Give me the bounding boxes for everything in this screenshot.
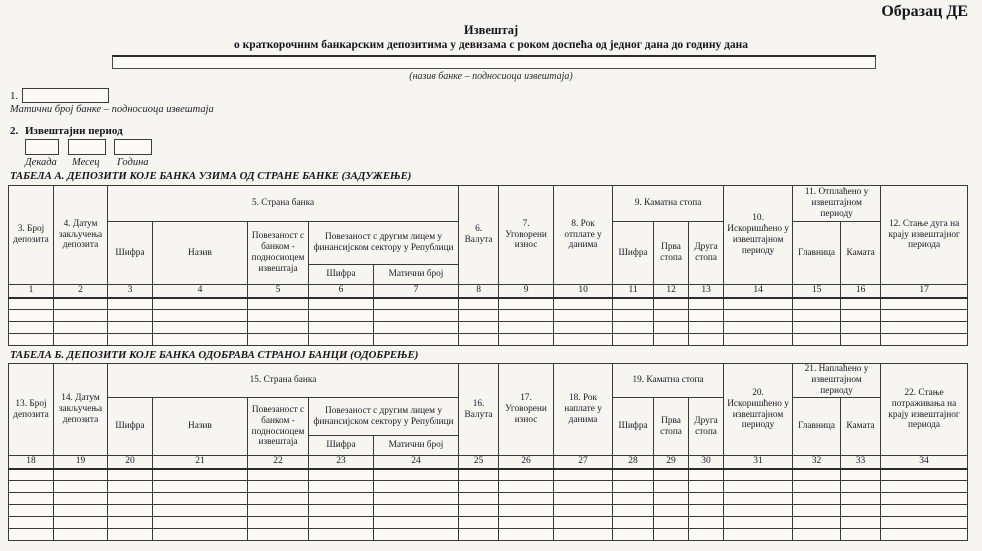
header-cell: 16. Валута bbox=[459, 364, 499, 456]
data-cell[interactable] bbox=[374, 505, 459, 517]
data-cell[interactable] bbox=[54, 334, 108, 346]
data-cell[interactable] bbox=[459, 298, 499, 310]
data-cell[interactable] bbox=[108, 469, 153, 481]
column-number-cell: 33 bbox=[841, 456, 881, 469]
header-cell: 15. Страна банка bbox=[108, 364, 459, 398]
column-number-cell: 20 bbox=[108, 456, 153, 469]
data-cell[interactable] bbox=[724, 298, 793, 310]
data-cell[interactable] bbox=[9, 334, 54, 346]
header-cell: Повезаност с другим лицем у финансијском сектору у Републици bbox=[309, 398, 459, 436]
data-cell[interactable] bbox=[153, 310, 248, 322]
data-cell[interactable] bbox=[793, 529, 841, 541]
header-cell: Друга стопа bbox=[689, 222, 724, 285]
header-cell: 20. Искоришћено у извештајном периоду bbox=[724, 364, 793, 456]
data-cell[interactable] bbox=[554, 493, 613, 505]
data-cell[interactable] bbox=[248, 517, 309, 529]
data-cell[interactable] bbox=[54, 481, 108, 493]
data-cell[interactable] bbox=[881, 322, 968, 334]
data-cell[interactable] bbox=[248, 529, 309, 541]
report-subtitle: о краткорочним банкарским депозитима у девизама с роком доспећа од једног дана до годину дана bbox=[233, 39, 749, 51]
data-cell[interactable] bbox=[248, 505, 309, 517]
bank-name-caption: (назив банке – подносиоца извештаја) bbox=[409, 71, 573, 82]
header-cell: 21. Наплаћено у извештајном периоду bbox=[793, 364, 881, 398]
decade-input[interactable] bbox=[25, 139, 59, 155]
column-number-cell: 9 bbox=[499, 285, 554, 298]
header-cell: 5. Страна банка bbox=[108, 186, 459, 222]
data-cell[interactable] bbox=[54, 469, 108, 481]
data-cell[interactable] bbox=[499, 310, 554, 322]
data-cell[interactable] bbox=[554, 298, 613, 310]
data-cell[interactable] bbox=[689, 310, 724, 322]
data-cell[interactable] bbox=[499, 517, 554, 529]
data-cell[interactable] bbox=[499, 505, 554, 517]
data-cell[interactable] bbox=[613, 322, 654, 334]
data-cell[interactable] bbox=[153, 298, 248, 310]
data-cell[interactable] bbox=[654, 322, 689, 334]
data-cell[interactable] bbox=[793, 334, 841, 346]
form-code: Образац ДЕ bbox=[881, 3, 968, 20]
data-cell[interactable] bbox=[613, 505, 654, 517]
data-cell[interactable] bbox=[793, 481, 841, 493]
column-number-cell: 32 bbox=[793, 456, 841, 469]
data-cell[interactable] bbox=[153, 322, 248, 334]
data-cell[interactable] bbox=[841, 529, 881, 541]
data-cell[interactable] bbox=[108, 298, 153, 310]
header-cell: 17. Уговорени износ bbox=[499, 364, 554, 456]
data-cell[interactable] bbox=[881, 505, 968, 517]
column-number-cell: 24 bbox=[374, 456, 459, 469]
data-cell[interactable] bbox=[724, 493, 793, 505]
column-number-cell: 16 bbox=[841, 285, 881, 298]
table-b-body bbox=[9, 469, 968, 541]
header-cell: Матични број bbox=[374, 436, 459, 456]
header-cell: 11. Отплаћено у извештајном периоду bbox=[793, 186, 881, 222]
data-cell[interactable] bbox=[654, 481, 689, 493]
header-cell: Прва стопа bbox=[654, 398, 689, 456]
data-cell[interactable] bbox=[459, 481, 499, 493]
header-cell: 8. Рок отплате у данима bbox=[554, 186, 613, 285]
column-number-cell: 31 bbox=[724, 456, 793, 469]
data-cell[interactable] bbox=[54, 298, 108, 310]
data-cell[interactable] bbox=[153, 334, 248, 346]
header-cell: Повезаност с банком - подносиоцем извештаја bbox=[248, 398, 309, 456]
header-cell: 9. Каматна стопа bbox=[613, 186, 724, 222]
data-cell[interactable] bbox=[793, 322, 841, 334]
data-cell[interactable] bbox=[841, 298, 881, 310]
header-cell: Матични број bbox=[374, 265, 459, 285]
data-cell[interactable] bbox=[724, 529, 793, 541]
column-number-cell: 22 bbox=[248, 456, 309, 469]
data-cell[interactable] bbox=[499, 493, 554, 505]
data-cell[interactable] bbox=[554, 322, 613, 334]
data-cell[interactable] bbox=[793, 469, 841, 481]
data-cell[interactable] bbox=[724, 517, 793, 529]
data-cell[interactable] bbox=[153, 481, 248, 493]
table-a bbox=[8, 185, 968, 346]
data-cell[interactable] bbox=[554, 334, 613, 346]
data-cell[interactable] bbox=[459, 310, 499, 322]
header-cell: Шифра bbox=[613, 222, 654, 285]
table-row bbox=[9, 469, 968, 481]
year-label: Година bbox=[117, 157, 149, 168]
data-cell[interactable] bbox=[309, 469, 374, 481]
data-cell[interactable] bbox=[248, 493, 309, 505]
column-number-cell: 30 bbox=[689, 456, 724, 469]
data-cell[interactable] bbox=[9, 298, 54, 310]
column-number-cell: 19 bbox=[54, 456, 108, 469]
bank-name-input[interactable] bbox=[112, 55, 876, 69]
data-cell[interactable] bbox=[309, 529, 374, 541]
column-number-cell: 10 bbox=[554, 285, 613, 298]
header-cell: 18. Рок наплате у данима bbox=[554, 364, 613, 456]
data-cell[interactable] bbox=[309, 517, 374, 529]
data-cell[interactable] bbox=[309, 322, 374, 334]
data-cell[interactable] bbox=[309, 481, 374, 493]
data-cell[interactable] bbox=[9, 469, 54, 481]
data-cell[interactable] bbox=[841, 334, 881, 346]
data-cell[interactable] bbox=[309, 505, 374, 517]
data-cell[interactable] bbox=[724, 322, 793, 334]
data-cell[interactable] bbox=[841, 493, 881, 505]
data-cell[interactable] bbox=[374, 529, 459, 541]
data-cell[interactable] bbox=[689, 298, 724, 310]
column-number-cell: 26 bbox=[499, 456, 554, 469]
data-cell[interactable] bbox=[108, 493, 153, 505]
data-cell[interactable] bbox=[654, 469, 689, 481]
header-cell: Друга стопа bbox=[689, 398, 724, 456]
column-number-cell: 14 bbox=[724, 285, 793, 298]
data-cell[interactable] bbox=[724, 469, 793, 481]
data-cell[interactable] bbox=[248, 298, 309, 310]
bank-id-input[interactable] bbox=[22, 88, 109, 103]
data-cell[interactable] bbox=[689, 505, 724, 517]
data-cell[interactable] bbox=[724, 310, 793, 322]
data-cell[interactable] bbox=[459, 529, 499, 541]
data-cell[interactable] bbox=[654, 334, 689, 346]
table-row bbox=[9, 298, 968, 310]
column-number-cell: 1 bbox=[9, 285, 54, 298]
table-row bbox=[9, 505, 968, 517]
header-cell: 3. Број депозита bbox=[9, 186, 54, 285]
data-cell[interactable] bbox=[654, 517, 689, 529]
table-row bbox=[9, 529, 968, 541]
header-cell: 7. Уговорени износ bbox=[499, 186, 554, 285]
data-cell[interactable] bbox=[724, 334, 793, 346]
data-cell[interactable] bbox=[54, 517, 108, 529]
column-number-cell: 13 bbox=[689, 285, 724, 298]
data-cell[interactable] bbox=[374, 334, 459, 346]
column-number-cell: 5 bbox=[248, 285, 309, 298]
data-cell[interactable] bbox=[309, 310, 374, 322]
data-cell[interactable] bbox=[459, 493, 499, 505]
data-cell[interactable] bbox=[841, 322, 881, 334]
data-cell[interactable] bbox=[374, 493, 459, 505]
data-cell[interactable] bbox=[108, 310, 153, 322]
data-cell[interactable] bbox=[9, 322, 54, 334]
header-cell: Шифра bbox=[613, 398, 654, 456]
header-cell: 12. Стање дуга на крају извештајног периода bbox=[881, 186, 968, 285]
table-b-title: ТАБЕЛА Б. ДЕПОЗИТИ КОЈЕ БАНКА ОДОБРАВА СТРАНОЈ БАНЦИ (ОДОБРЕЊЕ) bbox=[10, 349, 419, 361]
data-cell[interactable] bbox=[841, 517, 881, 529]
field2-label: Извештајни период bbox=[25, 125, 123, 137]
data-cell[interactable] bbox=[499, 298, 554, 310]
data-cell[interactable] bbox=[613, 529, 654, 541]
header-cell: Камата bbox=[841, 222, 881, 285]
data-cell[interactable] bbox=[654, 298, 689, 310]
header-cell: Шифра bbox=[309, 436, 374, 456]
data-cell[interactable] bbox=[654, 493, 689, 505]
data-cell[interactable] bbox=[54, 310, 108, 322]
column-number-cell: 25 bbox=[459, 456, 499, 469]
column-number-cell: 8 bbox=[459, 285, 499, 298]
year-input[interactable] bbox=[114, 139, 152, 155]
data-cell[interactable] bbox=[499, 334, 554, 346]
header-cell: Прва стопа bbox=[654, 222, 689, 285]
column-number-cell: 3 bbox=[108, 285, 153, 298]
header-cell: Шифра bbox=[309, 265, 374, 285]
data-cell[interactable] bbox=[153, 505, 248, 517]
data-cell[interactable] bbox=[841, 481, 881, 493]
data-cell[interactable] bbox=[554, 505, 613, 517]
field1-label: Матични број банке – подносиоца извештаја bbox=[10, 104, 214, 115]
field1-number: 1. bbox=[10, 90, 19, 102]
data-cell[interactable] bbox=[108, 322, 153, 334]
data-cell[interactable] bbox=[374, 469, 459, 481]
data-cell[interactable] bbox=[499, 469, 554, 481]
column-number-cell: 6 bbox=[309, 285, 374, 298]
column-number-cell: 21 bbox=[153, 456, 248, 469]
data-cell[interactable] bbox=[554, 310, 613, 322]
data-cell[interactable] bbox=[613, 310, 654, 322]
data-cell[interactable] bbox=[459, 334, 499, 346]
data-cell[interactable] bbox=[153, 529, 248, 541]
data-cell[interactable] bbox=[724, 505, 793, 517]
header-cell: Главница bbox=[793, 398, 841, 456]
data-cell[interactable] bbox=[108, 334, 153, 346]
column-number-cell: 34 bbox=[881, 456, 968, 469]
data-cell[interactable] bbox=[881, 469, 968, 481]
month-label: Месец bbox=[72, 157, 100, 168]
data-cell[interactable] bbox=[881, 517, 968, 529]
data-cell[interactable] bbox=[554, 481, 613, 493]
data-cell[interactable] bbox=[689, 517, 724, 529]
data-cell[interactable] bbox=[881, 493, 968, 505]
data-cell[interactable] bbox=[654, 505, 689, 517]
data-cell[interactable] bbox=[689, 334, 724, 346]
data-cell[interactable] bbox=[793, 298, 841, 310]
header-cell: 6. Валута bbox=[459, 186, 499, 285]
data-cell[interactable] bbox=[724, 481, 793, 493]
data-cell[interactable] bbox=[459, 505, 499, 517]
column-number-cell: 28 bbox=[613, 456, 654, 469]
data-cell[interactable] bbox=[248, 322, 309, 334]
data-cell[interactable] bbox=[841, 469, 881, 481]
header-cell: 4. Датум закључења депозита bbox=[54, 186, 108, 285]
data-cell[interactable] bbox=[54, 493, 108, 505]
column-number-cell: 17 bbox=[881, 285, 968, 298]
header-cell: 10. Искоришћено у извештајном периоду bbox=[724, 186, 793, 285]
data-cell[interactable] bbox=[153, 493, 248, 505]
data-cell[interactable] bbox=[793, 505, 841, 517]
data-cell[interactable] bbox=[309, 334, 374, 346]
data-cell[interactable] bbox=[248, 334, 309, 346]
data-cell[interactable] bbox=[9, 493, 54, 505]
data-cell[interactable] bbox=[793, 310, 841, 322]
header-cell: Главница bbox=[793, 222, 841, 285]
data-cell[interactable] bbox=[248, 469, 309, 481]
column-number-cell: 11 bbox=[613, 285, 654, 298]
data-cell[interactable] bbox=[689, 529, 724, 541]
decade-label: Декада bbox=[25, 157, 57, 168]
column-number-cell: 4 bbox=[153, 285, 248, 298]
data-cell[interactable] bbox=[248, 310, 309, 322]
data-cell[interactable] bbox=[841, 505, 881, 517]
header-cell: Камата bbox=[841, 398, 881, 456]
column-number-cell: 23 bbox=[309, 456, 374, 469]
data-cell[interactable] bbox=[881, 298, 968, 310]
column-number-cell: 7 bbox=[374, 285, 459, 298]
column-number-cell: 15 bbox=[793, 285, 841, 298]
table-b bbox=[8, 363, 968, 541]
data-cell[interactable] bbox=[459, 517, 499, 529]
column-number-cell: 29 bbox=[654, 456, 689, 469]
table-row bbox=[9, 310, 968, 322]
data-cell[interactable] bbox=[554, 469, 613, 481]
data-cell[interactable] bbox=[9, 505, 54, 517]
column-number-row bbox=[9, 456, 968, 469]
data-cell[interactable] bbox=[108, 481, 153, 493]
data-cell[interactable] bbox=[153, 517, 248, 529]
header-cell: 13. Број депозита bbox=[9, 364, 54, 456]
data-cell[interactable] bbox=[881, 481, 968, 493]
data-cell[interactable] bbox=[654, 529, 689, 541]
data-cell[interactable] bbox=[689, 469, 724, 481]
data-cell[interactable] bbox=[374, 517, 459, 529]
header-cell: 14. Датум закључења депозита bbox=[54, 364, 108, 456]
report-title: Извештај bbox=[463, 23, 519, 37]
header-cell: Назив bbox=[153, 222, 248, 285]
data-cell[interactable] bbox=[689, 322, 724, 334]
data-cell[interactable] bbox=[613, 493, 654, 505]
column-number-cell: 2 bbox=[54, 285, 108, 298]
header-cell: Назив bbox=[153, 398, 248, 456]
data-cell[interactable] bbox=[248, 481, 309, 493]
data-cell[interactable] bbox=[9, 517, 54, 529]
header-cell: Повезаност с банком - подносиоцем извештаја bbox=[248, 222, 309, 285]
data-cell[interactable] bbox=[309, 493, 374, 505]
data-cell[interactable] bbox=[108, 517, 153, 529]
data-cell[interactable] bbox=[9, 529, 54, 541]
data-cell[interactable] bbox=[108, 505, 153, 517]
data-cell[interactable] bbox=[499, 529, 554, 541]
data-cell[interactable] bbox=[374, 322, 459, 334]
data-cell[interactable] bbox=[554, 517, 613, 529]
field2-number: 2. bbox=[10, 125, 19, 137]
data-cell[interactable] bbox=[153, 469, 248, 481]
table-a-title: ТАБЕЛА А. ДЕПОЗИТИ КОЈЕ БАНКА УЗИМА ОД СТРАНЕ БАНКЕ (ЗАДУЖЕЊЕ) bbox=[10, 170, 412, 182]
column-number-row bbox=[9, 285, 968, 298]
data-cell[interactable] bbox=[881, 310, 968, 322]
column-number-cell: 27 bbox=[554, 456, 613, 469]
table-row bbox=[9, 481, 968, 493]
data-cell[interactable] bbox=[459, 322, 499, 334]
data-cell[interactable] bbox=[499, 322, 554, 334]
header-cell: Шифра bbox=[108, 398, 153, 456]
table-row bbox=[9, 517, 968, 529]
data-cell[interactable] bbox=[613, 298, 654, 310]
data-cell[interactable] bbox=[9, 481, 54, 493]
table-row bbox=[9, 334, 968, 346]
data-cell[interactable] bbox=[689, 493, 724, 505]
data-cell[interactable] bbox=[554, 529, 613, 541]
data-cell[interactable] bbox=[793, 517, 841, 529]
data-cell[interactable] bbox=[9, 310, 54, 322]
table-row bbox=[9, 322, 968, 334]
data-cell[interactable] bbox=[613, 517, 654, 529]
table-row bbox=[9, 493, 968, 505]
header-cell: Шифра bbox=[108, 222, 153, 285]
column-number-cell: 12 bbox=[654, 285, 689, 298]
data-cell[interactable] bbox=[374, 298, 459, 310]
data-cell[interactable] bbox=[841, 310, 881, 322]
data-cell[interactable] bbox=[374, 310, 459, 322]
header-cell: 22. Стање потраживања на крају извештајног периода bbox=[881, 364, 968, 456]
data-cell[interactable] bbox=[881, 529, 968, 541]
header-cell: Повезаност с другим лицем у финансијском сектору у Републици bbox=[309, 222, 459, 265]
data-cell[interactable] bbox=[613, 469, 654, 481]
data-cell[interactable] bbox=[54, 529, 108, 541]
data-cell[interactable] bbox=[613, 481, 654, 493]
data-cell[interactable] bbox=[108, 529, 153, 541]
data-cell[interactable] bbox=[309, 298, 374, 310]
data-cell[interactable] bbox=[793, 493, 841, 505]
data-cell[interactable] bbox=[54, 505, 108, 517]
data-cell[interactable] bbox=[613, 334, 654, 346]
data-cell[interactable] bbox=[499, 481, 554, 493]
column-number-cell: 18 bbox=[9, 456, 54, 469]
table-a-body bbox=[9, 298, 968, 346]
header-cell: 19. Каматна стопа bbox=[613, 364, 724, 398]
month-input[interactable] bbox=[68, 139, 106, 155]
data-cell[interactable] bbox=[459, 469, 499, 481]
data-cell[interactable] bbox=[374, 481, 459, 493]
data-cell[interactable] bbox=[654, 310, 689, 322]
data-cell[interactable] bbox=[689, 481, 724, 493]
data-cell[interactable] bbox=[881, 334, 968, 346]
data-cell[interactable] bbox=[54, 322, 108, 334]
